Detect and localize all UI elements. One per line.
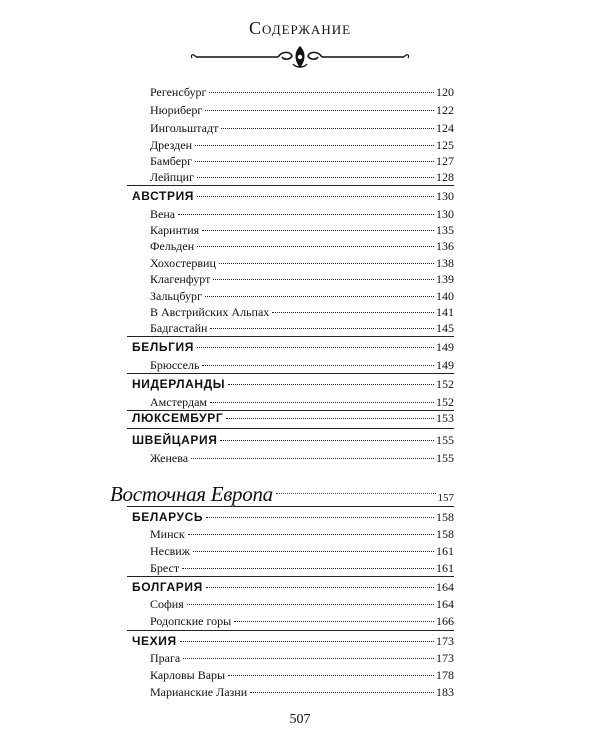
page-number: 507: [289, 712, 311, 727]
toc-entry-label: Марианские Лазни: [150, 685, 248, 699]
section-divider: [127, 428, 454, 429]
toc-entry-label: ЧЕХИЯ: [132, 634, 177, 648]
toc-entry-page: 124: [436, 121, 454, 135]
toc-entry-label: БЕЛЬГИЯ: [132, 340, 194, 354]
toc-entry-label: ШВЕЙЦАРИЯ: [132, 433, 218, 447]
toc-entry-page: 140: [436, 289, 454, 303]
dot-leader: [228, 384, 434, 385]
dot-leader: [276, 493, 436, 494]
toc-entry-label: Нюриберг: [150, 103, 203, 117]
dot-leader: [202, 365, 434, 366]
toc-entry[interactable]: [150, 649, 454, 667]
dot-leader: [205, 110, 434, 111]
toc-entry-page: 141: [436, 305, 454, 319]
toc-entry-page: 149: [436, 358, 454, 372]
section-divider: [127, 576, 454, 577]
toc-entry-page: 145: [436, 321, 454, 335]
toc-entry-page: 120: [436, 85, 454, 99]
toc-entry[interactable]: [150, 168, 454, 186]
section-divider: [127, 630, 454, 631]
dot-leader: [220, 440, 434, 441]
toc-entry-label: БЕЛАРУСЬ: [132, 510, 204, 524]
toc-entry[interactable]: [150, 595, 454, 613]
toc-entry[interactable]: [150, 666, 454, 684]
toc-entry[interactable]: [150, 83, 454, 101]
toc-entry-page: 164: [436, 580, 454, 594]
toc-entry-label: Фельден: [150, 239, 195, 253]
toc-entry-page: 152: [436, 395, 454, 409]
toc-entry[interactable]: [150, 542, 454, 560]
toc-entry-page: 130: [436, 189, 454, 203]
dot-leader: [187, 604, 434, 605]
dot-leader: [197, 246, 434, 247]
toc-entry-page: 166: [436, 614, 454, 628]
toc-entry-label: Регенсбург: [150, 85, 207, 99]
dot-leader: [209, 92, 434, 93]
dot-leader: [221, 128, 434, 129]
toc-entry-label: Прага: [150, 651, 181, 665]
toc-entry-label: Брюссель: [150, 358, 200, 372]
toc-entry-page: 173: [436, 634, 454, 648]
dot-leader: [191, 458, 434, 459]
toc-region-entry[interactable]: [110, 480, 454, 508]
toc-entry-page: 161: [436, 544, 454, 558]
dot-leader: [193, 551, 434, 552]
toc-entry-page: 178: [436, 668, 454, 682]
toc-entry-label: София: [150, 597, 184, 611]
toc-entry-page: 164: [436, 597, 454, 611]
toc-country-entry[interactable]: [132, 431, 454, 449]
toc-entry-page: 158: [436, 527, 454, 541]
toc-entry-label: БОЛГАРИЯ: [132, 580, 203, 594]
toc-entry-page: 127: [436, 154, 454, 168]
dot-leader: [183, 658, 434, 659]
dot-leader: [213, 279, 434, 280]
toc-entry-page: 155: [436, 451, 454, 465]
toc-entry[interactable]: [150, 319, 454, 337]
toc-country-entry[interactable]: [132, 632, 454, 650]
toc-entry-page: 149: [436, 340, 454, 354]
dot-leader: [197, 196, 434, 197]
dot-leader: [210, 328, 434, 329]
toc-entry[interactable]: [150, 101, 454, 119]
toc-entry-page: 157: [437, 492, 454, 504]
toc-country-entry[interactable]: [132, 508, 454, 526]
toc-entry-label: Хохостервиц: [150, 256, 216, 270]
dot-leader: [250, 692, 434, 693]
dot-leader: [226, 418, 434, 419]
toc-entry-label: АВСТРИЯ: [132, 189, 195, 203]
toc-entry-label: Дрезден: [150, 138, 193, 152]
toc-entry-label: Лейпциг: [150, 170, 194, 184]
toc-country-entry[interactable]: [132, 375, 454, 393]
section-divider: [127, 506, 454, 507]
toc-entry-label: ЛЮКСЕМБУРГ: [132, 411, 224, 425]
dot-leader: [188, 534, 434, 535]
toc-entry-page: 173: [436, 651, 454, 665]
dot-leader: [182, 568, 434, 569]
toc-entry-label: Бамберг: [150, 154, 193, 168]
toc-entry-page: 158: [436, 510, 454, 524]
toc-entry-page: 128: [436, 170, 454, 184]
section-divider: [127, 336, 454, 337]
toc-entry-label: В Австрийских Альпах: [150, 305, 270, 319]
toc-entry-label: Карловы Вары: [150, 668, 226, 682]
toc-entry[interactable]: [150, 356, 454, 374]
toc-entry-label: Несвиж: [150, 544, 190, 558]
dot-leader: [206, 517, 434, 518]
toc-entry-label: Минск: [150, 527, 185, 541]
dot-leader: [206, 587, 434, 588]
toc-entry-label: НИДЕРЛАНДЫ: [132, 377, 226, 391]
toc-entry-label: Зальцбург: [150, 289, 202, 303]
toc-country-entry[interactable]: [132, 578, 454, 596]
section-divider: [127, 185, 454, 186]
dot-leader: [219, 263, 434, 264]
toc-entry-label: Вена: [150, 207, 176, 221]
toc-country-entry[interactable]: [132, 187, 454, 205]
dot-leader: [228, 675, 434, 676]
toc-entry[interactable]: [150, 237, 454, 255]
dot-leader: [202, 230, 434, 231]
toc-entry-page: 122: [436, 103, 454, 117]
toc-entry-label: Брест: [150, 561, 180, 575]
toc-entry[interactable]: [150, 119, 454, 137]
dot-leader: [234, 621, 434, 622]
toc-entry-page: 135: [436, 223, 454, 237]
dot-leader: [210, 402, 434, 403]
toc-entry[interactable]: [150, 612, 454, 630]
toc-entry-label: Ингольштадт: [150, 121, 219, 135]
toc-entry[interactable]: [150, 449, 454, 467]
toc-entry-label: Бадгастайн: [150, 321, 208, 335]
toc-entry[interactable]: [150, 525, 454, 543]
dot-leader: [178, 214, 434, 215]
dot-leader: [195, 145, 434, 146]
toc-entry-label: Каринтия: [150, 223, 200, 237]
toc-entry-page: 153: [436, 411, 454, 425]
toc-entry-label: Женева: [150, 451, 189, 465]
toc-entry-label: Клагенфурт: [150, 272, 211, 286]
toc-entry-page: 139: [436, 272, 454, 286]
toc-entry[interactable]: [150, 683, 454, 701]
toc-entry-page: 161: [436, 561, 454, 575]
toc-entry-page: 130: [436, 207, 454, 221]
dot-leader: [195, 161, 434, 162]
dot-leader: [205, 296, 434, 297]
toc-region-label: Восточная Европа: [110, 482, 273, 506]
toc-entry-page: 152: [436, 377, 454, 391]
toc-entry[interactable]: [150, 270, 454, 288]
toc-entry-label: Амстердам: [150, 395, 208, 409]
toc-entry-page: 136: [436, 239, 454, 253]
dot-leader: [197, 177, 434, 178]
toc-country-entry[interactable]: [132, 409, 454, 427]
dot-leader: [197, 347, 434, 348]
dot-leader: [180, 641, 434, 642]
toc-entry-page: 155: [436, 433, 454, 447]
toc-entry[interactable]: [150, 559, 454, 577]
dot-leader: [272, 312, 434, 313]
toc-entry-page: 183: [436, 685, 454, 699]
toc-entry-label: Родопские горы: [150, 614, 232, 628]
toc-entry-page: 125: [436, 138, 454, 152]
section-divider: [127, 373, 454, 374]
toc-country-entry[interactable]: [132, 338, 454, 356]
toc-entry-page: 138: [436, 256, 454, 270]
page-header-title: Содержание: [248, 18, 352, 38]
